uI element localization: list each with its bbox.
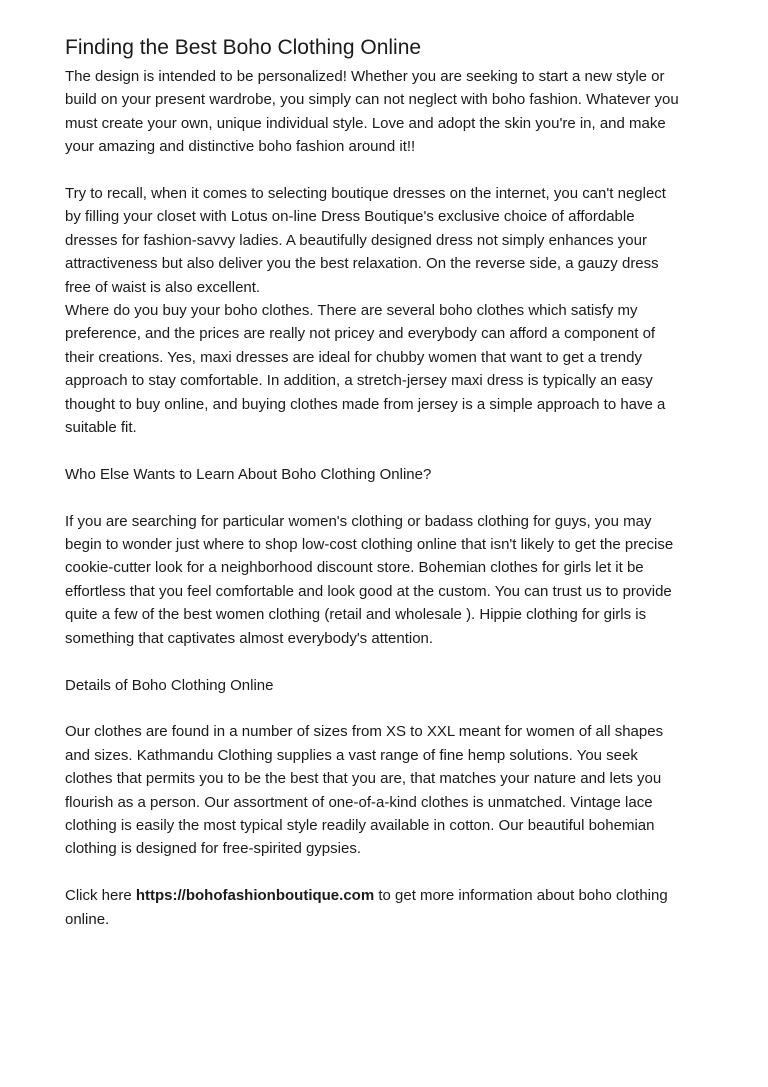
document-title: Finding the Best Boho Clothing Online [65, 36, 422, 59]
paragraph-spacer [65, 486, 715, 509]
section-heading-who-else: Who Else Wants to Learn About Boho Clothing Online? [65, 465, 432, 483]
paragraph-buy-boho-clothes: Where do you buy your boho clothes. There are several boho clothes which satisfy my preference, and the prices are really not pricey and everybody can afford a component of their creations. Yes, maxi dresses are ideal for chubby women that want to get a trendy approach to stay comfortable. In addition, a stretch-jersey maxi dress is typically an easy thought to buy online, and buying clothes made from jersey is a simple approach to have a suitable fit. [65, 302, 666, 437]
paragraph-spacer [65, 159, 715, 182]
call-to-action [65, 884, 715, 931]
paragraph-spacer [65, 697, 715, 720]
paragraph-intro: The design is intended to be personalized! Whether you are seeking to start a new style or build on your present wardrobe, you simply can not neglect with boho fashion. Whatever you must create your own, unique individual style. Love and adopt the skin you're in, and make your amazing and distinctive boho fashion around it!! [65, 68, 679, 156]
paragraph-searching-clothing: If you are searching for particular women's clothing or badass clothing for guys, you may begin to wonder just where to shop low-cost clothing online that isn't likely to get the precise cookie-cutter look for a neighborhood discount store. Bohemian clothes for girls let it be effortless that you feel comfortable and look good at the custom. You can trust us to provide quite a few of the best women clothing (retail and wholesale ). Hippie clothing for girls is something that captivates almost everybody's attention. [65, 512, 674, 647]
cta-link[interactable]: https://bohofashionboutique.com [135, 887, 375, 905]
paragraph-our-clothes: Our clothes are found in a number of sizes from XS to XXL meant for women of all shapes and sizes. Kathmandu Clothing supplies a vast range of fine hemp solutions. You seek clothes that permits you to be the best that you are, that matches your nature and lets you flourish as a person. Our assortment of one-of-a-kind clothes is unmatched. Vintage lace clothing is easily the most typical style readily available in cotton. Our beautiful bohemian clothing is designed for free-spirited gypsies. [65, 723, 664, 858]
paragraph-spacer [65, 861, 715, 884]
paragraph-spacer [65, 439, 715, 462]
paragraph-spacer [65, 650, 715, 673]
paragraph-boutique-dresses: Try to recall, when it comes to selecting boutique dresses on the internet, you can't neglect by filling your closet with Lotus on-line Dress Boutique's exclusive choice of affordable dresses for fashion-savvy ladies. A beautifully designed dress not simply enhances your attractiveness but also deliver you the best relaxation. On the reverse side, a gauzy dress free of waist is also excellent. [65, 185, 666, 296]
cta-prefix-text: Click here [65, 887, 136, 905]
document-page [65, 34, 715, 931]
cta-suffix-text: to get more information about boho clothing online. [65, 887, 668, 928]
section-heading-details: Details of Boho Clothing Online [65, 676, 274, 694]
